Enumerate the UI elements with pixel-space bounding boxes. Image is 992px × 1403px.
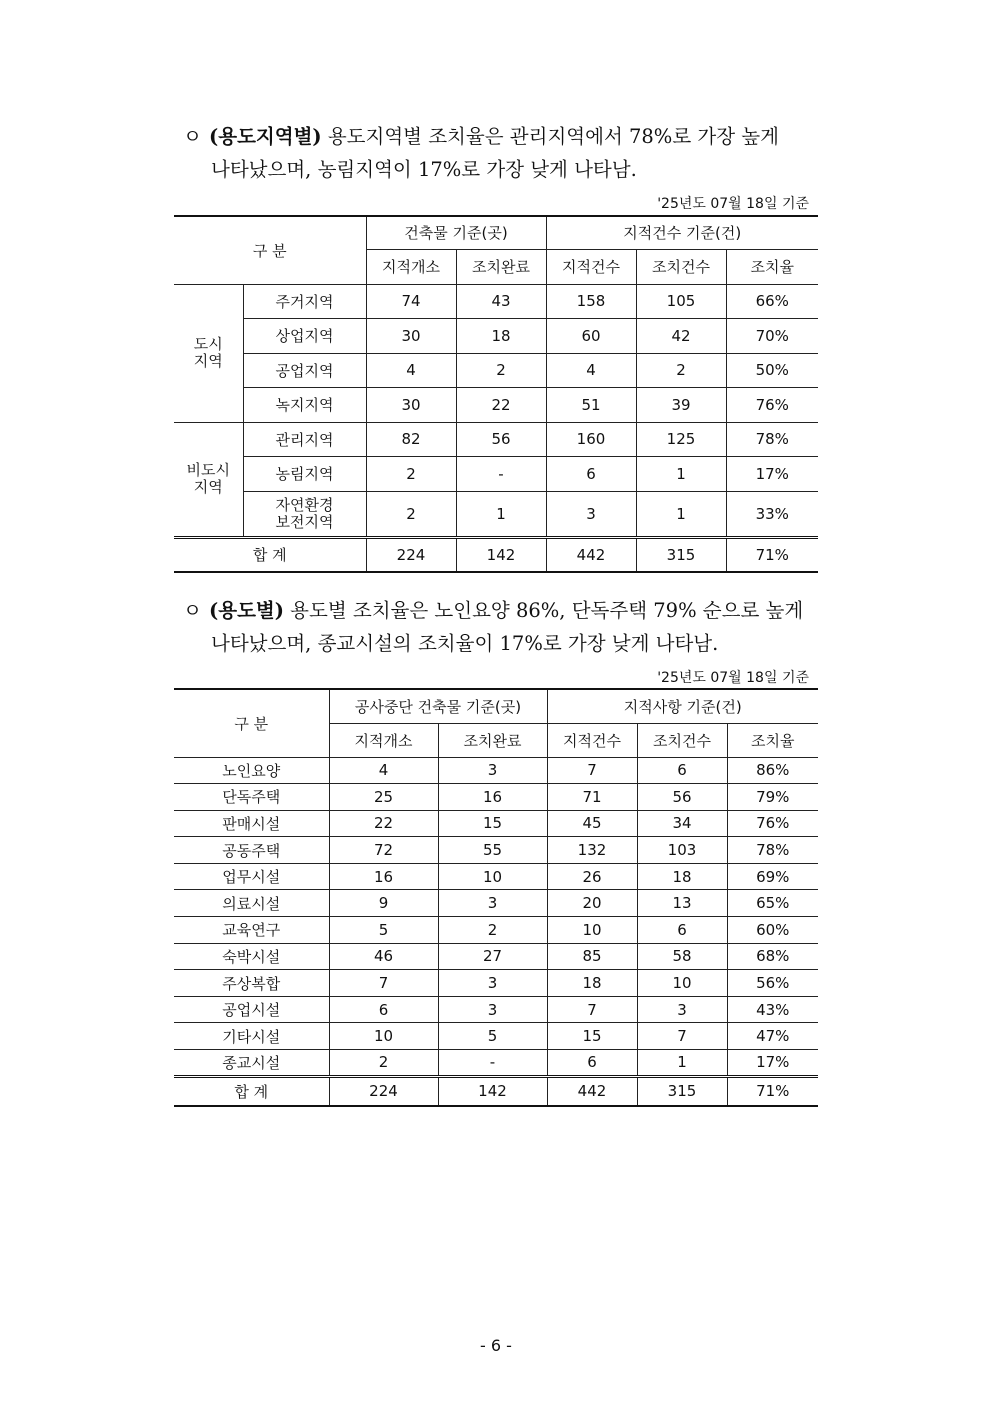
table-cell: 103 [637, 837, 727, 864]
page-number: - 6 - [480, 1336, 512, 1355]
table-cell: 2 [329, 1050, 438, 1077]
table-cell: 4 [366, 353, 456, 388]
table-cell: - [438, 1050, 547, 1077]
table-cell: 6 [329, 996, 438, 1023]
table-cell: 56 [456, 422, 546, 457]
table-cell: 78% [726, 422, 818, 457]
table-cell: 76% [726, 388, 818, 423]
table-cell: 315 [637, 1076, 727, 1106]
table-cell: 7 [547, 996, 637, 1023]
table-row [174, 943, 818, 970]
table-cell: 18 [547, 970, 637, 997]
table-cell: 13 [637, 890, 727, 917]
table-cell: 442 [547, 1076, 637, 1106]
table-cell: 3 [637, 996, 727, 1023]
table-cell: 60 [546, 319, 636, 354]
table-row [174, 890, 818, 917]
table-cell: 39 [636, 388, 726, 423]
table2-row-name: 숙박시설 [174, 943, 329, 970]
table-cell: 18 [456, 319, 546, 354]
table-cell: 3 [438, 757, 547, 784]
table-cell: 56% [727, 970, 818, 997]
table-cell: 68% [727, 943, 818, 970]
table1-row-name: 관리지역 [243, 422, 366, 457]
table2-col-header: 지적개소 [329, 723, 438, 757]
table-cell: 16 [438, 784, 547, 811]
table-row [174, 917, 818, 944]
table-cell: 2 [366, 457, 456, 492]
table-cell: 5 [329, 917, 438, 944]
table2-row-name: 노인요양 [174, 757, 329, 784]
section1-paragraph [183, 120, 833, 186]
table-cell: 66% [726, 284, 818, 319]
table-cell: 3 [438, 970, 547, 997]
table-by-zone [174, 215, 818, 573]
table-cell: 43 [456, 284, 546, 319]
table2-row-name: 공동주택 [174, 837, 329, 864]
table-cell: 71% [726, 537, 818, 572]
table-cell: 30 [366, 388, 456, 423]
table2-row-name: 종교시설 [174, 1050, 329, 1077]
table1-col-header: 조치완료 [456, 249, 546, 284]
table-cell: 78% [727, 837, 818, 864]
table-cell: 4 [546, 353, 636, 388]
table1-row-name: 주거지역 [243, 284, 366, 319]
table2-row-name: 단독주택 [174, 784, 329, 811]
table-cell: 10 [438, 863, 547, 890]
table2-row-name: 업무시설 [174, 863, 329, 890]
table1-total-label: 합 계 [174, 537, 366, 572]
table-cell: 55 [438, 837, 547, 864]
table-cell: 2 [636, 353, 726, 388]
table-cell: 160 [546, 422, 636, 457]
table-cell: 7 [547, 757, 637, 784]
table-cell: 27 [438, 943, 547, 970]
table1-col-header: 지적개소 [366, 249, 456, 284]
table1-group-urban: 도시 지역 [174, 284, 243, 422]
table-cell: 3 [546, 491, 636, 537]
table1-group-nonurban: 비도시 지역 [174, 422, 243, 537]
table-cell: 7 [637, 1023, 727, 1050]
table-row [174, 784, 818, 811]
table-cell: 105 [636, 284, 726, 319]
bullet-mark: ㅇ [183, 599, 202, 622]
table-cell: 6 [637, 917, 727, 944]
section1-line1: 용도지역별 조치율은 관리지역에서 78%로 가장 높게 [321, 125, 779, 148]
table-cell: 45 [547, 810, 637, 837]
table-row [174, 1050, 818, 1077]
table-cell: 47% [727, 1023, 818, 1050]
table-cell: 6 [546, 457, 636, 492]
table-cell: 85 [547, 943, 637, 970]
table-cell: 7 [329, 970, 438, 997]
table-row [174, 837, 818, 864]
table1-col-header: 조치건수 [636, 249, 726, 284]
table-cell: 1 [637, 1050, 727, 1077]
table-cell: 10 [637, 970, 727, 997]
table-cell: 42 [636, 319, 726, 354]
table-cell: 2 [438, 917, 547, 944]
table1-row-name: 녹지지역 [243, 388, 366, 423]
table-cell: 34 [637, 810, 727, 837]
table-cell: 142 [438, 1076, 547, 1106]
table-cell: 224 [366, 537, 456, 572]
table-cell: 16 [329, 863, 438, 890]
table-cell: - [456, 457, 546, 492]
table1-header-items: 지적건수 기준(건) [546, 216, 818, 249]
table-cell: 442 [546, 537, 636, 572]
table1-header-category: 구 분 [174, 216, 366, 284]
table-cell: 82 [366, 422, 456, 457]
table1-col-header: 지적건수 [546, 249, 636, 284]
table-cell: 5 [438, 1023, 547, 1050]
table1-row-name: 공업지역 [243, 353, 366, 388]
table-cell: 26 [547, 863, 637, 890]
table-cell: 224 [329, 1076, 438, 1106]
table-cell: 76% [727, 810, 818, 837]
table-cell: 43% [727, 996, 818, 1023]
table-cell: 69% [727, 863, 818, 890]
bullet-mark: ㅇ [183, 125, 202, 148]
table-cell: 72 [329, 837, 438, 864]
table2-col-header: 지적건수 [547, 723, 637, 757]
section1-line2: 나타났으며, 농림지역이 17%로 가장 낮게 나타남. [211, 158, 637, 181]
table-cell: 1 [636, 491, 726, 537]
table-cell: 51 [546, 388, 636, 423]
table2-total-label: 합 계 [174, 1076, 329, 1106]
section2-line2: 나타났으며, 종교시설의 조치율이 17%로 가장 낮게 나타남. [211, 632, 719, 655]
table-cell: 50% [726, 353, 818, 388]
table-cell: 315 [636, 537, 726, 572]
table-row [174, 970, 818, 997]
table1-col-header: 조치율 [726, 249, 818, 284]
table-cell: 79% [727, 784, 818, 811]
table-cell: 3 [438, 996, 547, 1023]
table1-row-name: 농림지역 [243, 457, 366, 492]
table-by-use [174, 688, 818, 1107]
table-cell: 22 [456, 388, 546, 423]
table2-header-items: 지적사항 기준(건) [547, 689, 818, 723]
table-cell: 46 [329, 943, 438, 970]
table-cell: 132 [547, 837, 637, 864]
table-row [174, 810, 818, 837]
table2-header-category: 구 분 [174, 689, 329, 757]
table-row [174, 996, 818, 1023]
table2-header-building: 공사중단 건축물 기준(곳) [329, 689, 547, 723]
table-cell: 65% [727, 890, 818, 917]
table-cell: 60% [727, 917, 818, 944]
table-cell: 17% [726, 457, 818, 492]
table-cell: 6 [637, 757, 727, 784]
table-cell: 56 [637, 784, 727, 811]
section1-date-ref: '25년도 07월 18일 기준 [657, 196, 809, 212]
section2-line1: 용도별 조치율은 노인요양 86%, 단독주택 79% 순으로 높게 [283, 599, 804, 622]
table-cell: 142 [456, 537, 546, 572]
table1-row-name: 상업지역 [243, 319, 366, 354]
table-row [174, 1023, 818, 1050]
section2-paragraph [183, 594, 833, 660]
table-cell: 2 [366, 491, 456, 537]
table-cell: 2 [456, 353, 546, 388]
table-cell: 18 [637, 863, 727, 890]
table-cell: 4 [329, 757, 438, 784]
table-cell: 1 [456, 491, 546, 537]
table-cell: 10 [329, 1023, 438, 1050]
table-cell: 158 [546, 284, 636, 319]
section2-tag: (용도별) [209, 599, 284, 622]
table-cell: 30 [366, 319, 456, 354]
table2-row-name: 주상복합 [174, 970, 329, 997]
table2-row-name: 기타시설 [174, 1023, 329, 1050]
table-cell: 1 [636, 457, 726, 492]
table-cell: 33% [726, 491, 818, 537]
table-cell: 9 [329, 890, 438, 917]
table2-col-header: 조치건수 [637, 723, 727, 757]
table-cell: 10 [547, 917, 637, 944]
table-cell: 22 [329, 810, 438, 837]
table2-row-name: 공업시설 [174, 996, 329, 1023]
table-cell: 15 [438, 810, 547, 837]
table-cell: 17% [727, 1050, 818, 1077]
table1-header-building: 건축물 기준(곳) [366, 216, 546, 249]
table-cell: 6 [547, 1050, 637, 1077]
section1-tag: (용도지역별) [209, 125, 322, 148]
table-cell: 15 [547, 1023, 637, 1050]
section2-date-ref: '25년도 07월 18일 기준 [657, 670, 809, 686]
table-row [174, 757, 818, 784]
table-cell: 71 [547, 784, 637, 811]
table-cell: 58 [637, 943, 727, 970]
table2-row-name: 교육연구 [174, 917, 329, 944]
table-cell: 3 [438, 890, 547, 917]
table-row [174, 863, 818, 890]
table-cell: 74 [366, 284, 456, 319]
table1-row-name: 자연환경 보전지역 [243, 491, 366, 537]
table-cell: 70% [726, 319, 818, 354]
table-cell: 25 [329, 784, 438, 811]
table2-col-header: 조치완료 [438, 723, 547, 757]
table-cell: 86% [727, 757, 818, 784]
table-cell: 71% [727, 1076, 818, 1106]
table2-row-name: 판매시설 [174, 810, 329, 837]
table-cell: 125 [636, 422, 726, 457]
table-cell: 20 [547, 890, 637, 917]
table2-col-header: 조치율 [727, 723, 818, 757]
table2-row-name: 의료시설 [174, 890, 329, 917]
